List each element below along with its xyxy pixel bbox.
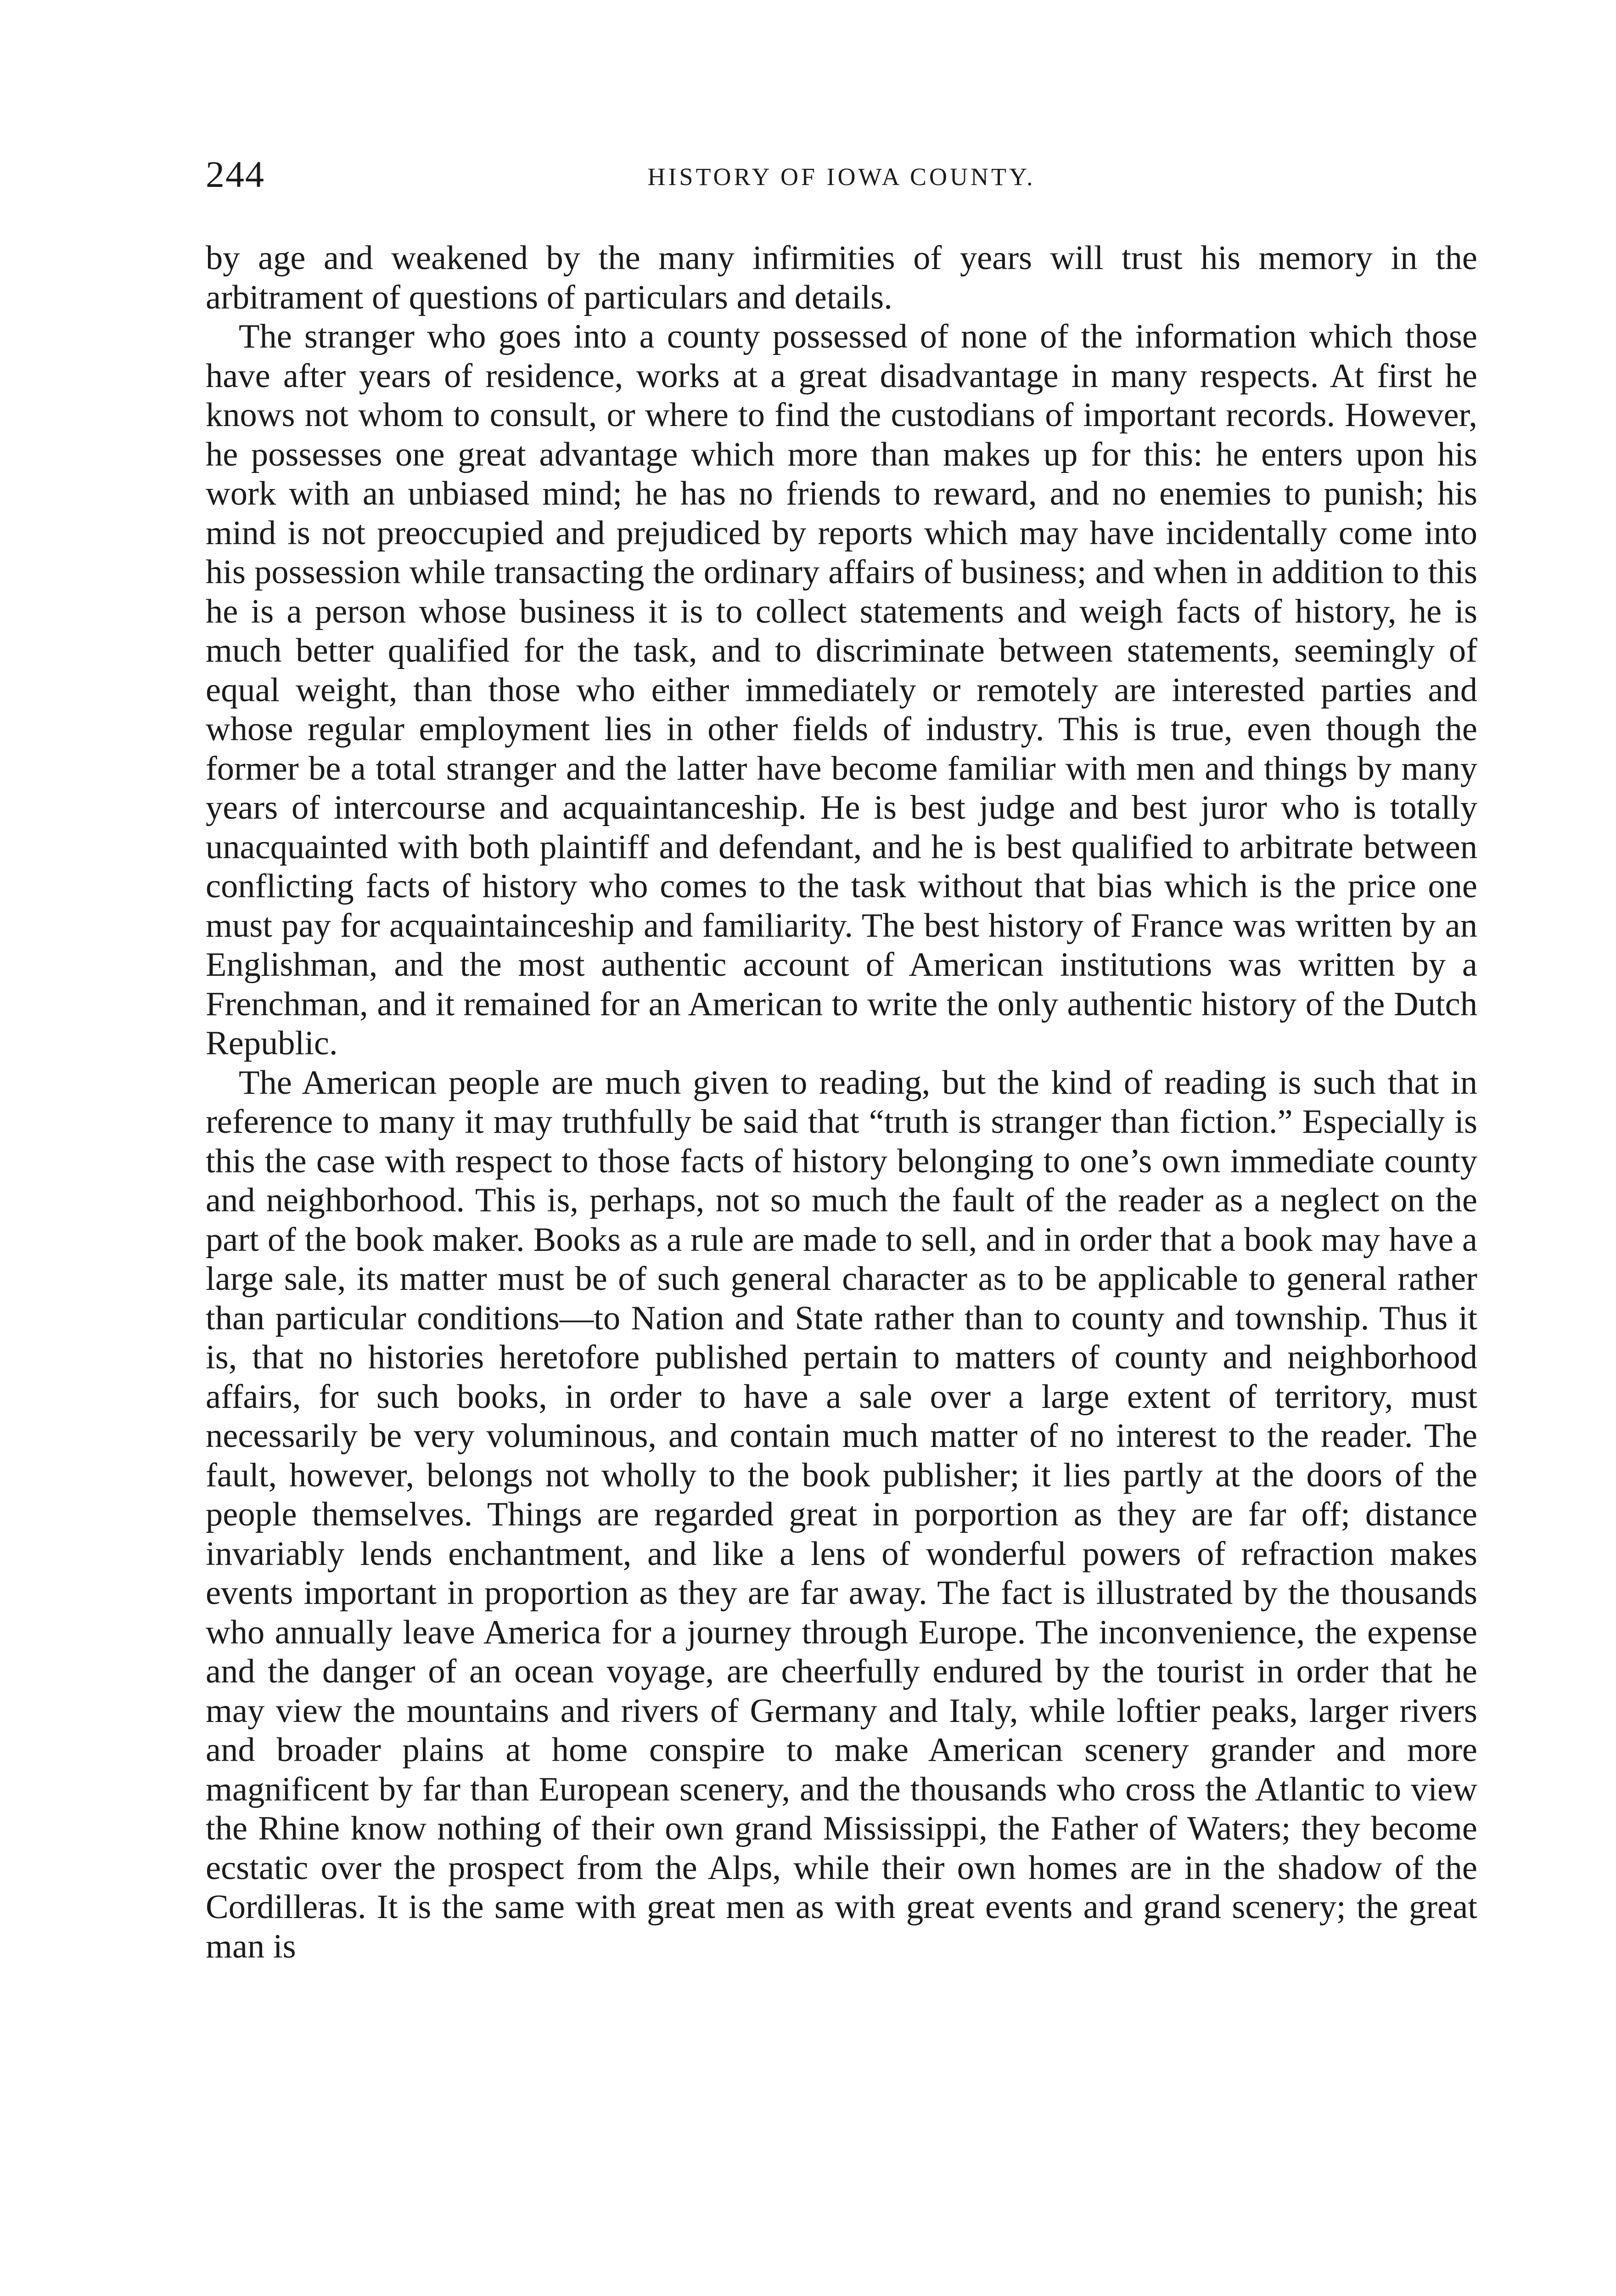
paragraph: The American people are much given to reading, but the kind of reading is such that in reference to many it may truthfully be said that “truth is stranger than fiction.” Especially is this the case with respect to those facts of history belonging to one’s own immediate county and neighborhood. This is, perhaps, not so much the fault of the reader as a neglect on the part of the book maker. Books as a rule are made to sell, and in order that a book may have a large sale, its matter must be of such general character as to be applicable to general rather than particular conditions—to Nation and State rather than to county and township. Thus it is, that no histories heretofore published pertain to matters of county and neighborhood affairs, for such books, in order to have a sale over a large extent of territory, must necessarily be very voluminous, and contain much matter of no interest to the reader. The fault, however, belongs not wholly to the book publisher; it lies partly at the doors of the people themselves. Things are regarded great in porportion as they are far off; distance invariably lends enchantment, and like a lens of wonderful powers of refraction makes events important in proportion as they are far away. The fact is illustrated by the thousands who annually leave America for a journey through Europe. The inconvenience, the expense and the danger of an ocean voyage, are cheerfully endured by the tourist in order that he may view the mountains and rivers of Germany and Italy, while loftier peaks, larger rivers and broader plains at home conspire to make American scenery grander and more magnificent by far than European scenery, and the thousands who cross the Atlantic to view the Rhine know nothing of their own grand Mississippi, the Father of Waters; they become ecstatic over the prospect from the Alps, while their own homes are in the shadow of the Cordilleras. It is the same with great men as with great events and grand scenery; the great man is	[206, 1064, 1477, 1965]
paragraph: The stranger who goes into a county possessed of none of the information which those have after years of residence, works at a great disadvantage in many respects. At first he knows not whom to consult, or where to find the custodians of important records. However, he possesses one great advantage which more than makes up for this: he enters upon his work with an unbiased mind; he has no friends to reward, and no enemies to punish; his mind is not preoccupied and prejudiced by reports which may have incidentally come into his possession while transacting the ordinary affairs of business; and when in addition to this he is a person whose business it is to collect statements and weigh facts of history, he is much better qualified for the task, and to discriminate between statements, seemingly of equal weight, than those who either immediately or remotely are interested parties and whose regular employment lies in other fields of industry. This is true, even though the former be a total stranger and the latter have become familiar with men and things by many years of intercourse and acquaintanceship. He is best judge and best juror who is totally unacquainted with both plaintiff and defendant, and he is best qualified to arbitrate between conflicting facts of history who comes to the task without that bias which is the price one must pay for acquaintainceship and familiarity. The best history of France was written by an Englishman, and the most authentic account of American institutions was written by a Frenchman, and it remained for an American to write the only authentic history of the Dutch Republic.	[206, 318, 1477, 1062]
running-head: HISTORY OF IOWA COUNTY.	[647, 163, 1036, 191]
page-number: 244	[206, 153, 265, 195]
body-text	[206, 239, 1477, 2296]
page-header	[206, 152, 1477, 207]
paragraph-continuation: by age and weakened by the many infirmities of years will trust his memory in the arbitrament of questions of particulars and details.	[206, 239, 1477, 316]
